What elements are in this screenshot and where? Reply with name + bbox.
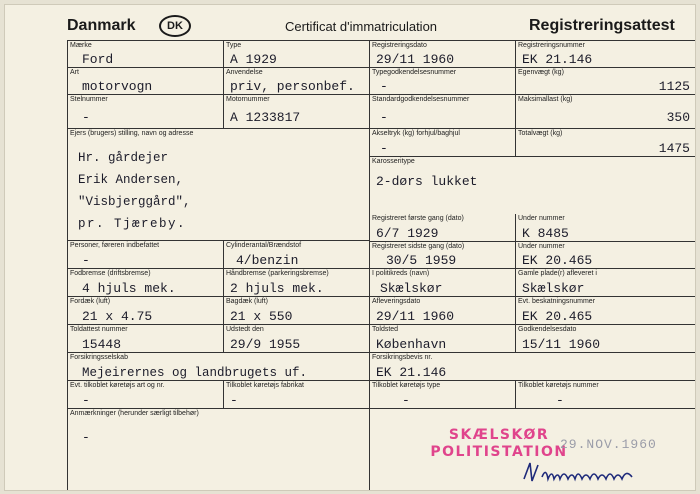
cell-type [224,41,370,68]
cell-godkendelse [516,325,696,353]
field-label: Anvendelse [226,69,263,76]
cell-forsikring [68,353,370,381]
field-label: Gamle plade(r) afleveret i [518,270,597,277]
field-label: Forsikringsselskab [70,354,128,361]
field-label: Tilkoblet køretøjs fabrikat [226,382,304,389]
cell-tilk-fabrikat [224,381,370,409]
cell-standardgodk [370,95,516,129]
field-value: priv, personbef. [230,79,355,94]
cell-tilk-type [370,381,516,409]
field-value: EK 20.465 [522,309,593,324]
country-name: Danmark [67,17,136,34]
field-value: 4 hjuls mek. [82,281,176,296]
field-value: 2 hjuls mek. [230,281,324,296]
field-label: Ejers (brugers) stilling, navn og adresse [70,130,194,137]
field-label: Stelnummer [70,96,108,103]
field-value: - [82,110,90,125]
cell-beskatning [516,297,696,325]
stamp-date: 29.NOV.1960 [560,437,657,452]
cell-anvendelse [224,68,370,95]
cell-typegodk [370,68,516,95]
field-label: Egenvægt (kg) [518,69,564,76]
field-label: Evt. tilkoblet køretøjs art og nr. [70,382,165,389]
field-label: Håndbremse (parkeringsbremse) [226,270,329,277]
field-value: 1125 [658,79,690,94]
cell-aflevering [370,297,516,325]
field-value: motorvogn [82,79,153,94]
cell-karosseri [370,157,696,214]
field-value: Skælskør [380,281,443,296]
field-label: Udstedt den [226,326,264,333]
cell-motornr [224,95,370,129]
title-french: Certificat d'immatriculation [285,19,438,34]
field-label: Type [226,42,242,49]
form-grid [67,40,696,491]
field-label: Art [70,69,79,76]
cell-personer [68,241,224,269]
field-label: Afleveringsdato [372,298,421,305]
field-label: Under nummer [518,215,565,222]
cell-egenvaegt [516,68,696,95]
cell-akseltryk [370,129,516,157]
field-label: Tilkoblet køretøjs type [372,382,441,389]
field-value: A 1233817 [230,110,301,125]
field-value: - [380,110,388,125]
cell-undernr1 [516,214,696,242]
field-value: 2-dørs lukket [376,174,478,189]
field-value: - [380,141,388,156]
field-label: Bagdæk (luft) [226,298,269,305]
field-value: 30/5 1959 [386,253,457,268]
cell-gamleplader [516,269,696,297]
owner-line-3: "Visbjerggård", [78,195,191,209]
field-label: Motornummer [226,96,270,103]
field-label: Toldattest nummer [70,326,128,333]
cell-regsidste [370,242,516,269]
stamp-line-2: POLITISTATION [430,444,568,460]
field-value: - [82,430,90,445]
field-label: Standardgodkendelsesnummer [372,96,470,103]
cell-toldsted [370,325,516,353]
cell-politikreds [370,269,516,297]
cell-tilk-art [68,381,224,409]
cell-udstedt [224,325,370,353]
cell-fodbremse [68,269,224,297]
field-label: Typegodkendelsesnummer [372,69,457,76]
cell-forsikringsbevis [370,353,696,381]
field-label: Anmærkninger (herunder særligt tilbehør) [70,410,199,417]
cell-anmaerkninger [68,409,370,491]
field-label: Under nummer [518,243,565,250]
field-value: - [402,393,410,408]
cell-undernr2 [516,242,696,269]
field-label: I politikreds (navn) [372,270,430,277]
cell-maksimallast [516,95,696,129]
field-value: Ford [82,52,114,67]
field-label: Mærke [70,42,92,49]
field-label: Registreret første gang (dato) [372,215,464,222]
cell-bagdaek [224,297,370,325]
field-label: Evt. beskatningsnummer [518,298,596,305]
cell-art [68,68,224,95]
field-value: - [230,393,238,408]
field-value: 21 x 4.75 [82,309,153,324]
country-code-oval: DK [159,15,191,37]
cell-regdato [370,41,516,68]
cell-cylinder [224,241,370,269]
field-value: K 8485 [522,226,569,241]
field-value: København [376,337,447,352]
cell-tilk-nummer [516,381,696,409]
field-label: Registreret sidste gang (dato) [372,243,465,250]
field-value: 350 [666,110,690,125]
cell-fordaek [68,297,224,325]
field-value: 6/7 1929 [376,226,439,241]
field-label: Cylinderantal/Brændstof [226,242,302,249]
stamp-line-1: SKÆLSKØR [448,427,550,443]
field-value: EK 21.146 [376,365,447,380]
field-value: 15/11 1960 [522,337,601,352]
cell-ejer [68,129,370,241]
field-value: Skælskør [522,281,585,296]
field-label: Akseltryk (kg) forhjul/baghjul [372,130,460,137]
field-label: Karosseritype [372,158,415,165]
owner-line-1: Hr. gårdejer [78,151,169,165]
field-label: Totalvægt (kg) [518,130,563,137]
field-label: Godkendelsesdato [518,326,577,333]
field-value: 15448 [82,337,122,352]
cell-regfoerste [370,214,516,242]
registration-certificate [4,4,696,491]
field-value: - [380,79,388,94]
cell-regnr [516,41,696,68]
field-label: Maksimallast (kg) [518,96,573,103]
signature-image [520,457,640,487]
field-label: Fordæk (luft) [70,298,111,305]
owner-line-4: pr. Tjæreby. [78,217,187,231]
field-label: Toldsted [372,326,399,333]
field-value: A 1929 [230,52,277,67]
field-value: Mejeirernes og landbrugets uf. [82,366,308,380]
field-value: 29/11 1960 [376,309,455,324]
field-label: Personer, føreren indbefattet [70,242,160,249]
field-value: 29/11 1960 [376,52,455,67]
field-value: EK 21.146 [522,52,593,67]
title-danish: Registreringsattest [529,17,675,34]
field-label: Tilkoblet køretøjs nummer [518,382,599,389]
cell-stelnr [68,95,224,129]
field-value: 21 x 550 [230,309,293,324]
field-label: Registreringsdato [372,42,427,49]
cell-toldattest [68,325,224,353]
field-value: 1475 [658,141,690,156]
owner-line-2: Erik Andersen, [78,173,184,187]
field-value: EK 20.465 [522,253,593,268]
field-label: Registreringsnummer [518,42,585,49]
field-value: - [82,253,90,268]
field-label: Fodbremse (driftsbremse) [70,270,151,277]
field-value: 4/benzin [236,253,299,268]
field-label: Forsikringsbevis nr. [372,354,433,361]
field-value: - [82,393,90,408]
field-value: 29/9 1955 [230,337,301,352]
field-value: - [556,393,564,408]
cell-totalvaegt [516,129,696,157]
cell-haandbremse [224,269,370,297]
cell-maerke [68,41,224,68]
